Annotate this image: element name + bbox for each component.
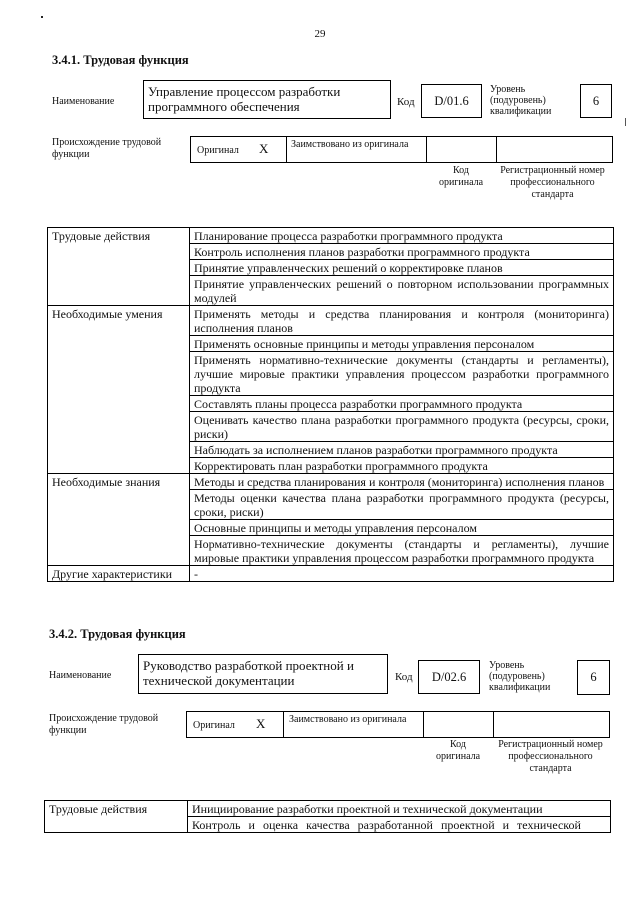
table-cell: -	[190, 566, 614, 582]
level-value: 6	[590, 670, 597, 684]
table-cell: Наблюдать за исполнением планов разработки программного продукта	[190, 442, 614, 458]
category-labor-actions: Трудовые действия	[45, 801, 188, 833]
origin-label: Происхождение трудовой функции	[52, 137, 162, 160]
code-value: D/02.6	[431, 669, 467, 684]
table-row	[48, 228, 614, 244]
origin-code-caption: Код оригинала	[435, 739, 481, 762]
table-cell: Методы и средства планирования и контроля (мониторинга) исполнения планов	[190, 474, 614, 490]
divider	[286, 137, 287, 162]
code-label: Код	[395, 671, 413, 683]
function-table	[47, 227, 614, 582]
page-number: 29	[314, 28, 326, 40]
reg-number-caption: Регистрационный номер профессионального стандарта	[498, 739, 603, 774]
divider	[493, 712, 494, 737]
table-cell: Основные принципы и методы управления персоналом	[190, 520, 614, 536]
category-other: Другие характеристики	[48, 566, 190, 582]
section-heading: 3.4.1. Трудовая функция	[52, 53, 189, 67]
level-value: 6	[592, 93, 600, 108]
divider	[496, 137, 497, 162]
table-cell: Корректировать план разработки программного продукта	[190, 458, 614, 474]
table-row	[45, 801, 611, 817]
original-mark: X	[259, 141, 269, 156]
borrowed-label: Заимствовано из оригинала	[289, 714, 407, 725]
code-label: Код	[397, 96, 415, 108]
origin-label: Происхождение трудовой функции	[49, 713, 159, 736]
table-cell: Контроль исполнения планов разработки программного продукта	[190, 244, 614, 260]
table-cell: Применять основные принципы и методы управления персоналом	[190, 336, 614, 352]
category-labor-actions: Трудовые действия	[48, 228, 190, 306]
name-label: Наименование	[52, 96, 115, 107]
code-value: D/01.6	[434, 93, 469, 108]
origin-table	[186, 711, 610, 738]
table-cell: Принятие управленческих решений о повторном использовании программных модулей	[190, 276, 614, 306]
level-value-box	[577, 660, 610, 695]
divider	[283, 712, 284, 737]
function-name: Управление процессом разработки программного обеспечения	[148, 84, 341, 114]
table-row	[48, 566, 614, 582]
table-cell: Оценивать качество плана разработки программного продукта (ресурсы, сроки, риски)	[190, 412, 614, 442]
function-name-box	[143, 80, 391, 119]
function-name-box	[138, 654, 388, 694]
table-cell: Методы оценки качества плана разработки программного продукта (ресурсы, сроки, риски)	[190, 490, 614, 520]
section-heading: 3.4.2. Трудовая функция	[49, 627, 186, 641]
level-value-box	[580, 84, 612, 118]
origin-code-caption: Код оригинала	[438, 165, 484, 188]
code-value-box	[418, 660, 480, 694]
category-knowledge: Необходимые знания	[48, 474, 190, 566]
table-cell: Применять нормативно-технические документы (стандарты и регламенты), лучшие мировые практики управления процессом разработки программного продукта	[190, 352, 614, 396]
table-cell: Инициирование разработки проектной и технической документации	[188, 801, 611, 817]
name-label: Наименование	[49, 670, 112, 681]
original-mark: X	[256, 716, 266, 731]
table-cell: Нормативно-технические документы (стандарты и регламенты), лучшие мировые практики управления процессом разработки программного продукта	[190, 536, 614, 566]
borrowed-label: Заимствовано из оригинала	[291, 139, 409, 150]
scan-mark	[41, 16, 43, 18]
table-cell: Контроль и оценка качества разработанной проектной и технической	[188, 817, 611, 833]
table-cell: Применять методы и средства планирования и контроля (мониторинга) исполнения планов	[190, 306, 614, 336]
reg-number-caption: Регистрационный номер профессионального стандарта	[500, 165, 605, 200]
scan-mark	[625, 118, 626, 126]
original-label: Оригинал	[197, 145, 239, 156]
origin-table	[190, 136, 613, 163]
divider	[423, 712, 424, 737]
table-cell: Составлять планы процесса разработки программного продукта	[190, 396, 614, 412]
table-row	[48, 474, 614, 490]
original-label: Оригинал	[193, 720, 235, 731]
function-name: Руководство разработкой проектной и технической документации	[143, 658, 354, 688]
level-label: Уровень (подуровень) квалификации	[490, 84, 552, 117]
level-label: Уровень (подуровень) квалификации	[489, 660, 551, 693]
function-table	[44, 800, 611, 833]
code-value-box	[421, 84, 482, 118]
table-cell: Планирование процесса разработки программного продукта	[190, 228, 614, 244]
category-skills: Необходимые умения	[48, 306, 190, 474]
table-row	[48, 306, 614, 336]
table-cell: Принятие управленческих решений о корректировке планов	[190, 260, 614, 276]
divider	[426, 137, 427, 162]
